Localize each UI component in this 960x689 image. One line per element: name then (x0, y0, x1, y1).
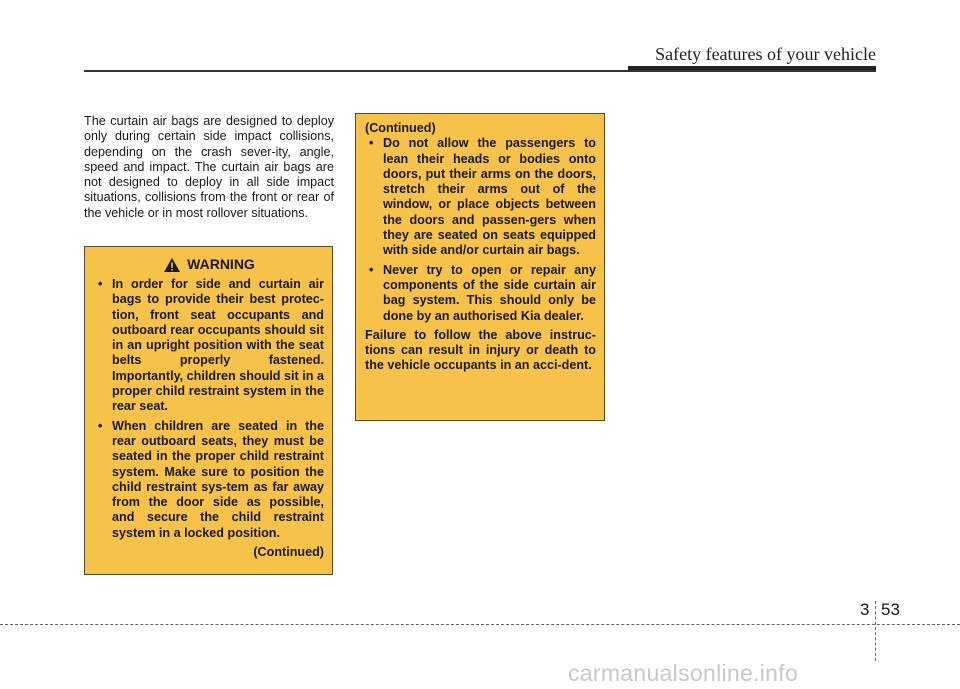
warning-bullet-list (94, 277, 324, 541)
intro-paragraph: The curtain air bags are designed to deploy only during certain side impact collisions, depending on the crash sever-ity, angle, speed and impact. The curtain air bags are not designed to deploy in all side impact situations, collisions from the front or rear of the vehicle or in most rollover situations. (84, 114, 334, 220)
continued-warning-box (355, 113, 605, 421)
continued-label: (Continued) (253, 545, 324, 560)
page-header-title: Safety features of your vehicle (655, 44, 876, 64)
continued-bullet: • Never try to open or repair any components of the side curtain air bag system. This should only be done by an authorised Kia dealer. (365, 263, 596, 324)
header-rule (84, 70, 876, 72)
warning-box (84, 246, 333, 575)
page-number: 53 (881, 600, 900, 619)
footer-rule (0, 624, 960, 625)
continued-heading: (Continued) (365, 121, 436, 135)
failure-warning-text: Failure to follow the above instruc-tions can result in injury or death to the vehicle occupants in an acci-dent. (365, 327, 596, 373)
footer-divider (875, 601, 876, 661)
section-number: 3 (860, 600, 870, 619)
warning-triangle-icon (163, 257, 181, 273)
watermark: carmanualsonline.info (568, 660, 799, 686)
warning-bullet: • In order for side and curtain air bags to provide their best protec-tion, front seat occupants and outboard rear occupants should sit in an upright position with the seat belts properly fastened. Importantly, children should sit in a proper child restraint system in the rear seat. (94, 277, 324, 415)
warning-title: WARNING (187, 256, 255, 273)
warning-header (94, 257, 324, 273)
warning-bullet: • When children are seated in the rear outboard seats, they must be seated in the proper child restraint system. Make sure to position the child restraint sys-tem as far away from the door side as possible, and secure the child restraint system in a locked position. (94, 419, 324, 541)
continued-bullet-list (365, 136, 596, 324)
continued-bullet: • Do not allow the passengers to lean their heads or bodies onto doors, put their arms on the doors, stretch their arms out of the window, or place objects between the doors and passen-gers when they are seated on seats equipped with side and/or curtain air bags. (365, 136, 596, 258)
